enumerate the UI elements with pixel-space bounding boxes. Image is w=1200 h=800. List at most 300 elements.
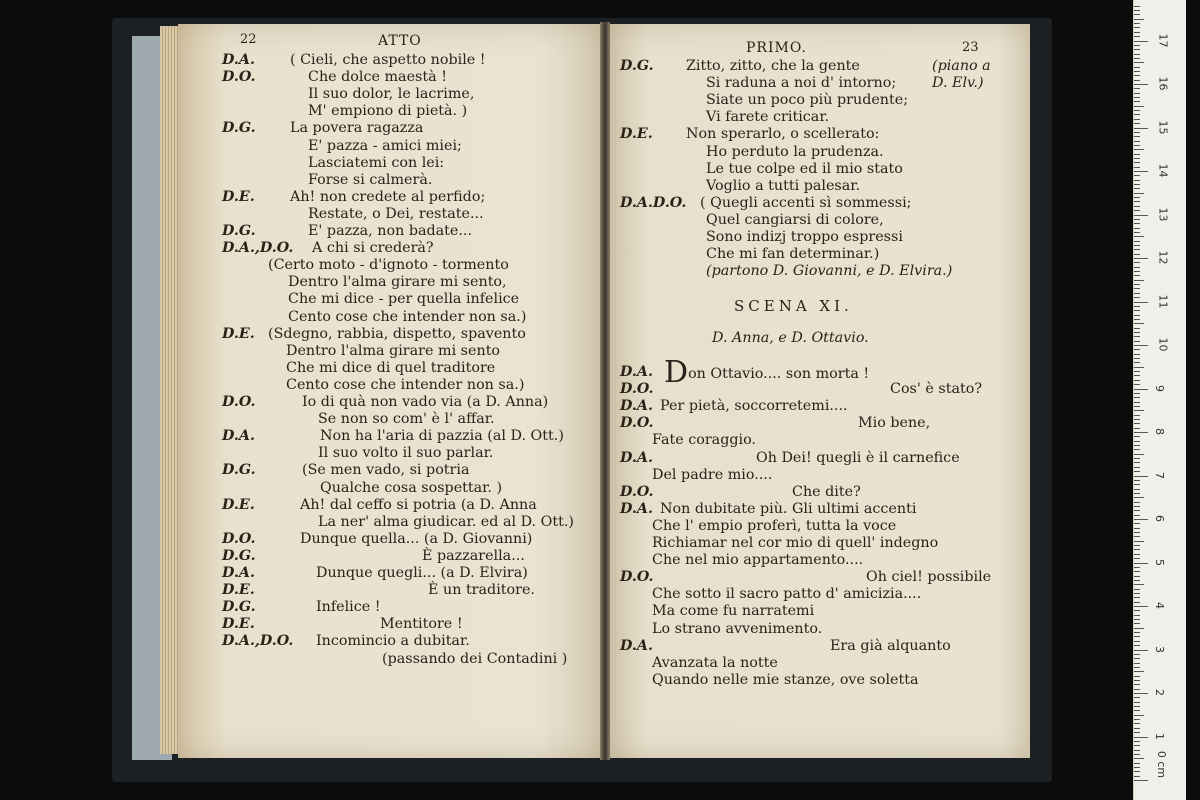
ruler-tick <box>1134 193 1144 194</box>
ruler-tick <box>1134 249 1140 250</box>
ruler-tick <box>1134 715 1144 716</box>
ruler-tick <box>1134 206 1140 207</box>
ruler-tick <box>1134 375 1140 376</box>
ruler-tick <box>1134 728 1140 729</box>
ruler-tick <box>1134 41 1148 42</box>
ruler-tick <box>1134 389 1148 390</box>
ruler-tick <box>1134 558 1140 559</box>
verse-line: Quando nelle mie stanze, ove soletta <box>652 671 919 688</box>
speaker-label: D.G. <box>222 547 256 564</box>
running-header: ATTO <box>378 33 422 49</box>
verse-line: E' pazza, non badate... <box>308 223 473 239</box>
ruler-tick <box>1134 523 1140 524</box>
ruler-tick <box>1134 136 1140 137</box>
verse-line: Mentitore ! <box>380 616 463 633</box>
ruler-tick <box>1134 758 1144 759</box>
ruler-tick <box>1134 10 1140 11</box>
ruler-tick <box>1134 184 1140 185</box>
ruler-tick <box>1134 776 1140 777</box>
ruler-tick <box>1134 702 1140 703</box>
ruler-tick <box>1134 75 1140 76</box>
verse-line: E' pazza - amici miei; <box>308 137 462 154</box>
verse-text: on Ottavio.... son morta ! <box>688 366 870 382</box>
ruler-label: 10 <box>1156 337 1170 352</box>
ruler-tick <box>1134 71 1140 72</box>
verse-line: Dentro l'alma girare mi sento <box>286 342 501 359</box>
ruler-tick <box>1134 619 1140 620</box>
ruler-tick <box>1134 197 1140 198</box>
ruler-tick <box>1134 719 1140 720</box>
ruler-tick <box>1134 158 1140 159</box>
verse-line: Ah! non credete al perfido; <box>290 188 486 205</box>
ruler-tick <box>1134 319 1140 320</box>
verse-line: Si raduna a noi d' intorno; <box>706 75 897 92</box>
ruler-tick <box>1134 689 1140 690</box>
ruler-tick <box>1134 754 1140 755</box>
measuring-ruler <box>1133 0 1186 800</box>
ruler-tick <box>1134 593 1140 594</box>
ruler-tick <box>1134 149 1144 150</box>
stage-direction: (piano a <box>932 58 991 74</box>
ruler-tick <box>1134 484 1140 485</box>
verse-line: (passando dei Contadini ) <box>382 650 568 667</box>
ruler-tick <box>1134 384 1140 385</box>
ruler-tick <box>1134 480 1140 481</box>
ruler-tick <box>1134 628 1144 629</box>
speaker-label: D.G. <box>222 223 256 239</box>
verse-line: Cos' è stato? <box>890 381 982 398</box>
ruler-tick <box>1134 280 1144 281</box>
ruler-tick <box>1134 210 1140 211</box>
ruler-tick <box>1134 549 1140 550</box>
ruler-tick <box>1134 84 1148 85</box>
ruler-tick <box>1134 602 1140 603</box>
verse-line: È un traditore. <box>428 582 535 599</box>
ruler-tick <box>1134 19 1144 20</box>
ruler-tick <box>1134 180 1140 181</box>
ruler-tick <box>1134 636 1140 637</box>
verse-line: Che dolce maestà ! <box>308 69 447 86</box>
ruler-tick <box>1134 97 1140 98</box>
verse-line: Dunque quegli... (a D. Elvira) <box>316 565 528 581</box>
ruler-tick <box>1134 354 1140 355</box>
ruler-tick <box>1134 215 1148 216</box>
verse-line: Io di quà non vado via (a D. Anna) <box>302 394 549 410</box>
verse-line: Sono indizj troppo espressi <box>706 229 903 245</box>
ruler-tick <box>1134 767 1140 768</box>
ruler-tick <box>1134 297 1140 298</box>
verse-line: Non dubitate più. Gli ultimi accenti <box>660 500 917 517</box>
verse-line: Le tue colpe ed il mio stato <box>706 160 903 177</box>
ruler-tick <box>1134 162 1140 163</box>
ruler-tick <box>1134 489 1140 490</box>
ruler-tick <box>1134 219 1140 220</box>
verse-line: Oh Dei! quegli è il carnefice <box>756 449 960 466</box>
ruler-tick <box>1134 732 1140 733</box>
ruler-tick <box>1134 423 1140 424</box>
ruler-tick <box>1134 284 1140 285</box>
page-number: 23 <box>962 40 979 55</box>
verse-line: Non ha l'aria di pazzia (al D. Ott.) <box>320 428 564 445</box>
ruler-tick <box>1134 32 1140 33</box>
ruler-tick <box>1134 576 1140 577</box>
speaker-label: D.G. <box>222 599 256 616</box>
ruler-tick <box>1134 362 1140 363</box>
ruler-label: 11 <box>1156 294 1170 308</box>
ruler-tick <box>1134 471 1140 472</box>
ruler-tick <box>1134 6 1140 7</box>
ruler-tick <box>1134 328 1140 329</box>
ruler-tick <box>1134 27 1140 28</box>
verse-line: Che sotto il sacro patto d' amicizia.... <box>652 586 922 603</box>
ruler-tick <box>1134 315 1140 316</box>
ruler-tick <box>1134 737 1148 738</box>
ruler-label: 16 <box>1156 76 1170 91</box>
ruler-tick <box>1134 119 1140 120</box>
ruler-tick <box>1134 693 1148 694</box>
verse-line: Ma come fu narratemi <box>652 603 815 620</box>
ruler-tick <box>1134 332 1140 333</box>
verse-line: Lasciatemi con lei: <box>308 154 445 171</box>
ruler-tick <box>1134 397 1140 398</box>
verse-line: Il suo volto il suo parlar. <box>318 445 494 462</box>
speaker-label: D.O. <box>620 483 654 500</box>
speaker-label: D.E. <box>222 582 255 599</box>
ruler-tick <box>1134 645 1140 646</box>
ruler-tick <box>1134 567 1140 568</box>
ruler-tick <box>1134 358 1140 359</box>
verse-line: Mio bene, <box>858 415 931 432</box>
speaker-label: D.A. <box>620 398 653 415</box>
ruler-tick <box>1134 493 1140 494</box>
ruler-tick <box>1134 623 1140 624</box>
verse-line: Ho perduto la prudenza. <box>706 143 884 160</box>
speaker-label: D.O. <box>620 381 654 398</box>
ruler-tick <box>1134 515 1140 516</box>
verse-line: Oh ciel! possibile <box>866 569 992 586</box>
ruler-tick <box>1134 554 1140 555</box>
ruler-tick <box>1134 241 1140 242</box>
verse-line: Voglio a tutti palesar. <box>706 177 861 194</box>
ruler-tick <box>1134 371 1140 372</box>
speaker-label: D.A. <box>222 52 255 68</box>
ruler-tick <box>1134 462 1140 463</box>
ruler-tick <box>1134 223 1140 224</box>
verse-line: Dunque quella... (a D. Giovanni) <box>300 530 533 547</box>
ruler-tick <box>1134 62 1144 63</box>
ruler-tick <box>1134 402 1140 403</box>
ruler-tick <box>1134 641 1140 642</box>
ruler-tick <box>1134 654 1140 655</box>
ruler-tick <box>1134 80 1140 81</box>
scene-heading: SCENA XI. <box>734 297 853 315</box>
page-number: 22 <box>240 32 257 47</box>
ruler-tick <box>1134 632 1140 633</box>
verse-line: Il suo dolor, le lacrime, <box>308 86 475 103</box>
verse-line: Fate coraggio. <box>652 432 756 449</box>
verse-line: Forse si calmerà. <box>308 171 433 188</box>
ruler-tick <box>1134 93 1140 94</box>
ruler-tick <box>1134 36 1140 37</box>
verse-line: Cento cose che intender non sa.) <box>286 376 525 393</box>
ruler-tick <box>1134 380 1140 381</box>
verse-line: Siate un poco più prudente; <box>706 92 909 109</box>
ruler-tick <box>1134 406 1140 407</box>
ruler-label: 2 <box>1153 689 1166 696</box>
ruler-tick <box>1134 584 1144 585</box>
ruler-tick <box>1134 341 1140 342</box>
ruler-tick <box>1134 367 1144 368</box>
ruler-tick <box>1134 54 1140 55</box>
ruler-tick <box>1134 445 1140 446</box>
ruler-tick <box>1134 741 1140 742</box>
speaker-label: D.O. <box>620 415 654 432</box>
ruler-tick <box>1134 589 1140 590</box>
ruler-tick <box>1134 676 1140 677</box>
speaker-label: D.E. <box>222 496 255 513</box>
verse-line: Cento cose che intender non sa.) <box>288 308 527 325</box>
verse-line: Qualche cosa sospettar. ) <box>320 479 503 496</box>
ruler-tick <box>1134 45 1140 46</box>
ruler-unit: 0 cm <box>1155 750 1169 779</box>
speaker-label: D.A. <box>620 500 653 517</box>
verse-line: Vi farete criticar. <box>706 109 830 126</box>
ruler-tick <box>1134 428 1140 429</box>
verse-line: ( Quegli accenti sì sommessi; <box>700 194 912 211</box>
scene-persons: D. Anna, e D. Ottavio. <box>712 330 869 346</box>
ruler-tick <box>1134 667 1140 668</box>
ruler-tick <box>1134 432 1148 433</box>
verse-line: La ner' alma giudicar. ed al D. Ott.) <box>318 513 574 530</box>
book-gutter <box>600 22 610 760</box>
ruler-label: 13 <box>1156 207 1170 221</box>
ruler-tick <box>1134 232 1140 233</box>
ruler-label: 4 <box>1153 602 1166 609</box>
ruler-tick <box>1134 175 1140 176</box>
verse-line: M' empiono di pietà. ) <box>308 103 468 120</box>
verse-line: (partono D. Giovanni, e D. Elvira.) <box>706 263 953 280</box>
stage-direction: D. Elv.) <box>932 75 984 92</box>
ruler-tick <box>1134 458 1140 459</box>
verse-line: Era già alquanto <box>830 637 951 654</box>
verse-line: Non sperarlo, o scellerato: <box>686 126 880 143</box>
ruler-tick <box>1134 110 1140 111</box>
verse-line: (Certo moto - d'ignoto - tormento <box>268 257 509 274</box>
verse-line: Che l' empio proferì, tutta la voce <box>652 517 897 534</box>
ruler-tick <box>1134 650 1148 651</box>
speaker-label: D.A.,D.O. <box>222 633 294 650</box>
ruler-tick <box>1134 441 1140 442</box>
verse-line: ( Cieli, che aspetto nobile ! <box>290 52 486 68</box>
verse-line: Avanzata la notte <box>652 654 778 671</box>
ruler-label: 5 <box>1153 558 1166 566</box>
ruler-tick <box>1134 780 1148 781</box>
ruler-tick <box>1134 528 1140 529</box>
verse-line: La povera ragazza <box>290 120 424 137</box>
verse-line: Restate, o Dei, restate... <box>308 205 484 222</box>
ruler-tick <box>1134 345 1148 346</box>
ruler-tick <box>1134 58 1140 59</box>
ruler-tick <box>1134 49 1140 50</box>
ruler-tick <box>1134 449 1140 450</box>
ruler-tick <box>1134 254 1140 255</box>
ruler-tick <box>1134 532 1140 533</box>
ruler-tick <box>1134 563 1148 564</box>
ruler-tick <box>1134 336 1140 337</box>
ruler-tick <box>1134 663 1140 664</box>
ruler-tick <box>1134 23 1140 24</box>
verse-line: Che dite? <box>792 483 861 500</box>
ruler-label: 12 <box>1156 250 1170 265</box>
ruler-tick <box>1134 14 1140 15</box>
ruler-tick <box>1134 671 1144 672</box>
speaker-label: D.A. <box>620 637 653 654</box>
verse-line: (Se men vado, si potria <box>302 462 470 479</box>
verse-line: È pazzarella... <box>422 547 525 564</box>
verse-line: Che nel mio appartamento.... <box>652 552 864 569</box>
ruler-tick <box>1134 306 1140 307</box>
ruler-tick <box>1134 393 1140 394</box>
verse-line: Quel cangiarsi di colore, <box>706 211 884 228</box>
ruler-tick <box>1134 436 1140 437</box>
ruler-tick <box>1134 201 1140 202</box>
ruler-tick <box>1134 723 1140 724</box>
ruler-tick <box>1134 167 1140 168</box>
ruler-tick <box>1134 262 1140 263</box>
ruler-label: 7 <box>1153 471 1166 479</box>
ruler-label: 9 <box>1153 384 1166 392</box>
verse-line: Che mi dice di quel traditore <box>286 359 496 376</box>
ruler-label: 3 <box>1153 645 1166 653</box>
speaker-label: D.E. <box>222 616 255 633</box>
speaker-label: D.O. <box>222 69 256 86</box>
ruler-tick <box>1134 349 1140 350</box>
verse-line: Dentro l'alma girare mi sento, <box>288 274 507 291</box>
speaker-label: D.A. <box>222 565 255 581</box>
verse-line: Che mi dice - per quella infelice <box>288 291 520 308</box>
ruler-label: 1 <box>1153 732 1166 740</box>
ruler-tick <box>1134 536 1140 537</box>
ruler-tick <box>1134 519 1148 520</box>
ruler-tick <box>1134 497 1144 498</box>
ruler-tick <box>1134 145 1140 146</box>
ruler-tick <box>1134 541 1144 542</box>
verse-line: Ah! dal ceffo si potria (a D. Anna <box>300 496 537 513</box>
ruler-tick <box>1134 258 1148 259</box>
speaker-label: D.G. <box>620 58 654 74</box>
ruler-tick <box>1134 141 1140 142</box>
ruler-tick <box>1134 610 1140 611</box>
ruler-tick <box>1134 771 1140 772</box>
ruler-label: 8 <box>1153 428 1166 435</box>
ruler-label: 6 <box>1153 515 1166 522</box>
ruler-tick <box>1134 597 1140 598</box>
ruler-tick <box>1134 245 1140 246</box>
ruler-tick <box>1134 697 1140 698</box>
ruler-tick <box>1134 510 1140 511</box>
ruler-label: 17 <box>1156 33 1170 47</box>
speaker-label: D.O. <box>620 569 654 586</box>
verse-line <box>664 355 870 390</box>
drop-capital: D <box>664 355 689 390</box>
speaker-label: D.E. <box>222 325 255 342</box>
speaker-label: D.A.D.O. <box>620 194 687 211</box>
speaker-label: D.E. <box>620 126 653 143</box>
verse-line: Se non so com' è l' affar. <box>318 411 495 428</box>
speaker-label: D.O. <box>222 394 256 410</box>
running-header: PRIMO. <box>746 40 807 56</box>
ruler-tick <box>1134 419 1140 420</box>
verse-line: Richiamar nel cor mio di quell' indegno <box>652 535 939 551</box>
ruler-tick <box>1134 506 1140 507</box>
ruler-tick <box>1134 454 1144 455</box>
ruler-tick <box>1134 502 1140 503</box>
ruler-tick <box>1134 288 1140 289</box>
ruler-tick <box>1134 106 1144 107</box>
ruler-tick <box>1134 275 1140 276</box>
ruler-tick <box>1134 302 1148 303</box>
ruler-tick <box>1134 415 1140 416</box>
ruler-tick <box>1134 123 1140 124</box>
ruler-tick <box>1134 128 1148 129</box>
ruler-tick <box>1134 236 1144 237</box>
verse-line: A chi si crederà? <box>312 240 434 257</box>
speaker-label: D.A.,D.O. <box>222 240 294 257</box>
ruler-tick <box>1134 615 1140 616</box>
ruler-tick <box>1134 571 1140 572</box>
ruler-tick <box>1134 580 1140 581</box>
verse-line: Zitto, zitto, che la gente <box>686 58 860 74</box>
ruler-label: 15 <box>1156 120 1170 134</box>
ruler-tick <box>1134 293 1140 294</box>
ruler-tick <box>1134 132 1140 133</box>
ruler-tick <box>1134 745 1140 746</box>
verse-line: Che mi fan determinar.) <box>706 246 880 263</box>
ruler-tick <box>1134 267 1140 268</box>
ruler-tick <box>1134 271 1140 272</box>
speaker-label: D.G. <box>222 462 256 479</box>
ruler-tick <box>1134 228 1140 229</box>
ruler-tick <box>1134 188 1140 189</box>
ruler-tick <box>1134 88 1140 89</box>
verse-line: Infelice ! <box>316 599 381 616</box>
ruler-tick <box>1134 658 1140 659</box>
speaker-label: D.A. <box>620 449 653 466</box>
verse-line: (Sdegno, rabbia, dispetto, spavento <box>268 325 526 342</box>
ruler-tick <box>1134 467 1140 468</box>
speaker-label: D.O. <box>222 530 256 547</box>
speaker-label: D.A. <box>222 428 255 445</box>
speaker-label: D.G. <box>222 120 256 137</box>
ruler-tick <box>1134 710 1140 711</box>
ruler-tick <box>1134 101 1140 102</box>
ruler-tick <box>1134 684 1140 685</box>
verse-line: Del padre mio.... <box>652 466 773 483</box>
ruler-tick <box>1134 114 1140 115</box>
ruler-tick <box>1134 606 1148 607</box>
ruler-tick <box>1134 410 1144 411</box>
verse-line: Per pietà, soccorretemi.... <box>660 398 848 415</box>
ruler-tick <box>1134 750 1140 751</box>
ruler-tick <box>1134 545 1140 546</box>
ruler-tick <box>1134 154 1140 155</box>
ruler-label: 14 <box>1156 163 1170 178</box>
verse-line: Lo strano avvenimento. <box>652 620 823 637</box>
ruler-tick <box>1134 680 1140 681</box>
ruler-tick <box>1134 706 1140 707</box>
ruler-tick <box>1134 67 1140 68</box>
speaker-label: D.A. <box>620 364 653 380</box>
